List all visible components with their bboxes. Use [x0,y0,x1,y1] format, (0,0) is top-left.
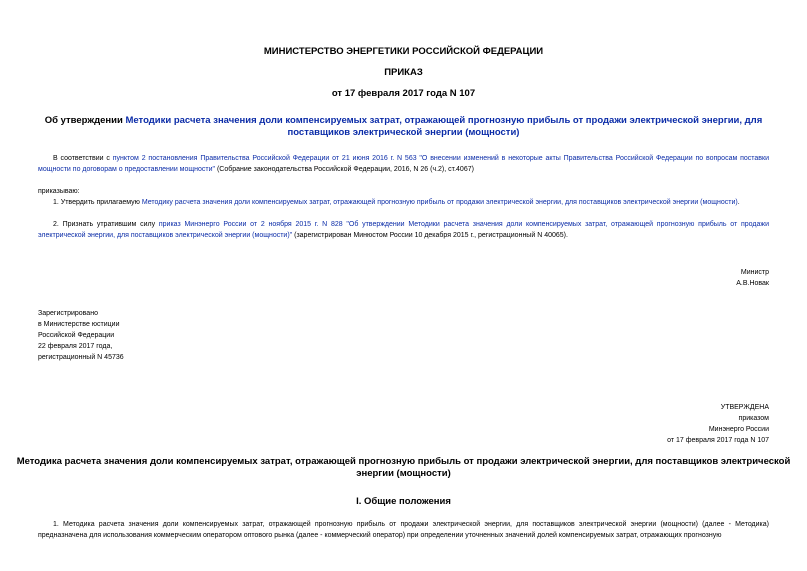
signature-block [569,267,769,289]
document-title [0,115,807,139]
registration-number: регистрационный N 45736 [38,354,124,361]
approval-stamp: УТВЕРЖДЕНА [720,404,769,411]
item-1-paragraph: 1. Утвердить прилагаемую Методику расчета значения доли компенсируемых затрат, отражающей прогнозную прибыль от продажи электрической энергии, для поставщиков электрической энергии (мощности). [53,199,740,206]
resolution-clause-link[interactable]: пунктом 2 постановления [112,155,198,162]
document-type: ПРИКАЗ [384,67,423,78]
method-title: Методика расчета значения доли компенсируемых затрат, отражающей прогнозную прибыль от продажи электрической энергии, для поставщиков электрической энергии (мощности) [16,456,791,479]
section-paragraph-1: 1. Методика расчета значения доли компенсируемых затрат, отражающей прогнозную прибыль от продажи электрической энергии, для поставщиков электрической энергии (мощности) (далее - Методика) предназначена для использования коммерческим оператором оптового рынка (далее - коммерческий оператор) при определении уточненных значений долей компенсируемых затрат, отражающих прогнозную [38,521,769,539]
document-date: от 17 февраля 2017 года N 107 [331,88,476,99]
title-prefix: Об утверждении [44,115,126,126]
ministry-heading: МИНИСТЕРСТВО ЭНЕРГЕТИКИ РОССИЙСКОЙ ФЕДЕРАЦИИ [263,46,544,57]
government-resolution-link[interactable]: Правительства Российской Федерации от 21 июня 2016 г. N 563 "О внесении изменений в некоторые акты Правительства Российской Федерации по вопросам поставки мощности по договорам о предоставлении мощности" [38,155,769,173]
preamble-source: (Собрание законодательства Российской Федерации, 2016, N 26 (ч.2), ст.4067) [215,166,474,173]
preamble-paragraph [38,153,769,175]
title-method-link[interactable]: Методики расчета значения доли компенсируемых затрат, отражающей прогнозную прибыль от продажи электрической энергии, для [125,115,763,126]
signature-role: Министр [740,269,769,276]
item-2-paragraph: 2. Признать утратившим силу приказ Минэнерго России от 2 ноября 2015 г. N 828 "Об утверждении Методики расчета значения доли компенсируемых затрат, отражающей прогнозную прибыль от продажи электрической энергии, для поставщиков электрической энергии (мощности)" (зарегистрирован Минюстом России 10 декабря 2015 г., регистрационный N 40065). [38,221,769,239]
revoked-order-link[interactable]: приказ Минэнерго России от 2 ноября 2015 г. N 828 "Об утверждении Методики расчета значения доли компенсируемых затрат, отражающей прогнозную прибыль от продажи электрической энергии, для поставщиков электрической энергии (мощности)" [38,221,769,239]
section-heading: I. Общие положения [356,496,451,507]
signature-name: А.В.Новак [736,280,769,287]
title-method-link-cont[interactable]: поставщиков электрической энергии (мощности) [287,127,520,138]
method-link[interactable]: Методику расчета значения доли компенсируемых затрат, отражающей прогнозную прибыль от продажи электрической энергии, для поставщиков электрической энергии (мощности) [141,199,738,206]
item-2-registration: (зарегистрирован Минюстом России 10 декабря 2015 г., регистрационный N 40065). [292,232,568,239]
order-word: приказываю: [38,188,80,195]
preamble-text: В соответствии с [53,155,113,162]
approval-block: УТВЕРЖДЕНА приказом Минэнерго России от 17 февраля 2017 года N 107 [569,402,769,446]
registration-block: Зарегистрировано в Министерстве юстиции Российской Федерации 22 февраля 2017 года, регистрационный N 45736 [38,308,278,363]
